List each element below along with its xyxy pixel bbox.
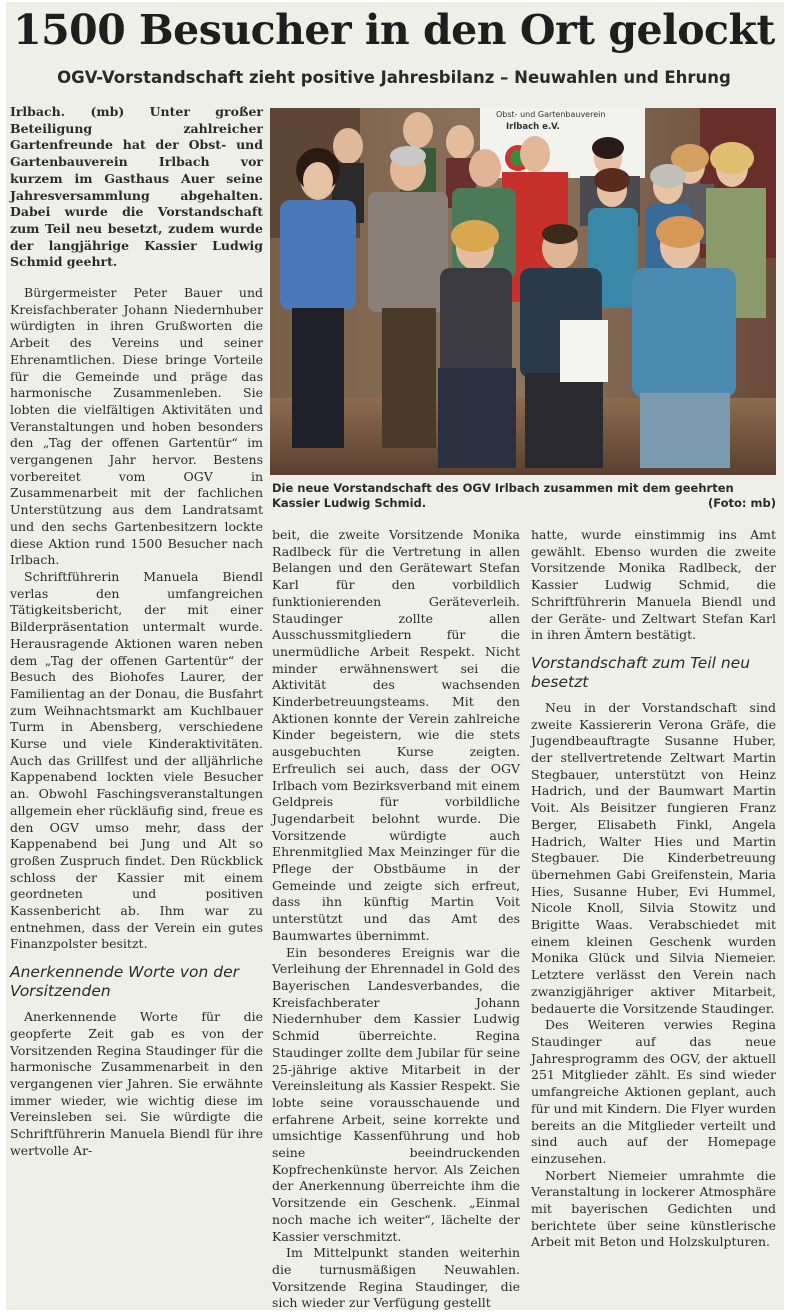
banner-text: Irlbach e.V. — [506, 122, 560, 132]
article-column-2 — [272, 527, 520, 1312]
article-subheadline: OGV-Vorstandschaft zieht positive Jahresbilanz – Neuwahlen und Ehrung — [57, 68, 731, 87]
photo-caption — [272, 481, 776, 511]
article-paragraph: beit, die zweite Vorsitzende Monika Radlbeck für die Vertretung in allen Belangen und den Gerätewart Stefan Karl für den vorbildlich funktionierenden Geräteverleih. Staudinger zollte allen Ausschussmitgliedern für die unermüdliche Arbeit Respekt. Nicht minder erwähnenswert sei die Aktivität des wachsenden Kinderbetreuungsteams. Mit den Aktionen konnte der Verein zahlreiche Kinder begeistern, wie die stets ausgebuchten Kurse zeigten. Erfreulich sei auch, dass der OGV Irlbach vom Bezirksverband mit einem Geldpreis für vorbildliche Jugendarbeit belohnt wurde. Die Vorsitzende würdigte auch Ehrenmitglied Max Meinzinger für die Pflege der Obstbäume in der Gemeinde und zeigte sich erfreut, dass ihn künftig Martin Voit unterstützt und das Amt des Baumwartes übernimmt. — [272, 527, 520, 943]
article-subheading: Anerkennende Worte von der Vorsitzenden — [10, 963, 240, 1001]
article-column-1 — [10, 104, 263, 1159]
article-paragraph: Bürgermeister Peter Bauer und Kreisfachberater Johann Niedernhuber würdigten in ihren Grußworten die Arbeit des Vereins und seiner Ehrenamtlichen. Diese bringe Vorteile für die Gemeinde und präge das harmonische Zusammenleben. Sie lobten die vielfältigen Aktivitäten und Veranstaltungen und hoben besonders den „Tag der offenen Gartentür“ im vergangenen Jahr hervor. Bestens vorbereitet vom OGV in Zusammenarbeit mit der fachlichen Unterstützung aus dem Landratsamt und den sechs Gartenbesitzern lockte diese Aktion rund 1500 Besucher nach Irlbach. — [10, 285, 263, 568]
article-subheading: Vorstandschaft zum Teil neu besetzt — [531, 653, 751, 691]
article-headline: 1500 Besucher in den Ort gelockt — [13, 6, 775, 54]
article-paragraph: Anerkennende Worte für die geopferte Zeit gab es von der Vorsitzenden Regina Staudinger für die harmonische Zusammenarbeit in den vergangenen vier Jahren. Sie erwähnte immer wieder, wie wichtig diese im Vereinsleben sei. Sie würdigte die Schriftführerin Manuela Biendl für ihre wertvolle Ar- — [10, 1009, 263, 1158]
article-paragraph: Neu in der Vorstandschaft sind zweite Kassiererin Verona Gräfe, die Jugendbeauftragte Susanne Huber, der stellvertretende Zeltwart Martin Stegbauer, unterstützt von Heinz Hadrich, und der Baumwart Martin Voit. Als Beisitzer fungieren Franz Berger, Elisabeth Finkl, Angela Hadrich, Walter Hies und Martin Stegbauer. Die Kinderbetreuung übernehmen Gabi Greifenstein, Maria Hies, Susanne Huber, Evi Hummel, Nicole Knoll, Silvia Stowitz und Brigitte Waas. Verabschiedet mit einem kleinen Geschenk wurden Monika Glück und Silvia Niemeier. Letztere verlässt den Verein nach zwanzigjähriger aktiver Mitarbeit, bedauerte die Vorsitzende Staudinger. — [531, 699, 776, 1016]
caption-text: Die neue Vorstandschaft des OGV Irlbach zusammen mit dem geehrten Kassier Ludwig Schmid. — [272, 481, 734, 510]
banner-text: Obst- und Gartenbauverein — [496, 110, 606, 119]
article-paragraph: Norbert Niemeier umrahmte die Veranstaltung in lockerer Atmosphäre mit bayerischen Gedichten und berichtete über seine künstlerische Arbeit mit Beton und Holzskulpturen. — [531, 1167, 776, 1250]
article-paragraph: hatte, wurde einstimmig ins Amt gewählt. Ebenso wurden die zweite Vorsitzende Monika Radlbeck, der Kassier Ludwig Schmid, die Schriftführerin Manuela Biendl und der Geräte- und Zeltwart Stefan Karl in ihren Ämtern bestätigt. — [531, 527, 776, 643]
article-column-3 — [531, 527, 776, 1251]
article-paragraph: Ein besonderes Ereignis war die Verleihung der Ehrennadel in Gold des Bayerischen Landesverbandes, die Kreisfachberater Johann Niedernhuber dem Kassier Ludwig Schmid überreichte. Regina Staudinger zollte dem Jubilar für seine 25-jährige aktive Mitarbeit in der Vereinsleitung als Kassier Respekt. Sie lobte seine vorausschauende und erfahrene Arbeit, seine korrekte und umsichtige Kassenführung und hob seine beeindruckenden Kopfrechenkünste hervor. Als Zeichen der Anerkennung überreichte ihm die Vorsitzende ein Geschenk. „Einmal noch mache ich weiter“, lächelte der Kassier verschmitzt. — [272, 944, 520, 1244]
article-lead: Irlbach. (mb) Unter großer Beteiligung zahlreicher Gartenfreunde hat der Obst- und Gartenbauverein Irlbach vor kurzem im Gasthaus Auer seine Jahresversammlung abgehalten. Dabei wurde die Vorstandschaft zum Teil neu besetzt, zudem wurde der langjährige Kassier Ludwig Schmid geehrt. — [10, 104, 263, 270]
article-paragraph: Schriftführerin Manuela Biendl verlas den umfangreichen Tätigkeitsbericht, der mit einer Bilderpräsentation untermalt wurde. Herausragende Aktionen waren neben dem „Tag der offenen Gartentür“ der Besuch des Biohofes Laurer, der Familientag an der Donau, die Busfahrt zum Weihnachtsmarkt am Kuchlbauer Turm in Abensberg, verschiedene Kurse und viele Kinderaktivitäten. Auch das Grillfest und der alljährliche Kappenabend lockten viele Besucher an. Obwohl Faschingsveranstaltungen allgemein eher rückläufig sind, freue es den OGV umso mehr, dass der Kappenabend bei Jung und Alt so großen Zuspruch findet. Den Rückblick schloss der Kassier mit einem geordneten und positiven Kassenbericht ab. Ihm war zu entnehmen, dass der Verein ein gutes Finanzpolster besitzt. — [10, 568, 263, 952]
group-photo — [270, 108, 776, 475]
article-paragraph: Des Weiteren verwies Regina Staudinger auf das neue Jahresprogramm des OGV, der aktuell 251 Mitglieder zählt. Es sind wieder umfangreiche Aktionen geplant, auch für und mit Kindern. Die Flyer wurden bereits an die Mitglieder verteilt und sind auch auf der Homepage einzusehen. — [531, 1017, 776, 1166]
article-paragraph: Im Mittelpunkt standen weiterhin die turnusmäßigen Neuwahlen. Vorsitzende Regina Staudinger, die sich wieder zur Verfügung gestellt — [272, 1245, 520, 1311]
photo-credit: (Foto: mb) — [707, 496, 776, 510]
certificate — [560, 320, 608, 382]
